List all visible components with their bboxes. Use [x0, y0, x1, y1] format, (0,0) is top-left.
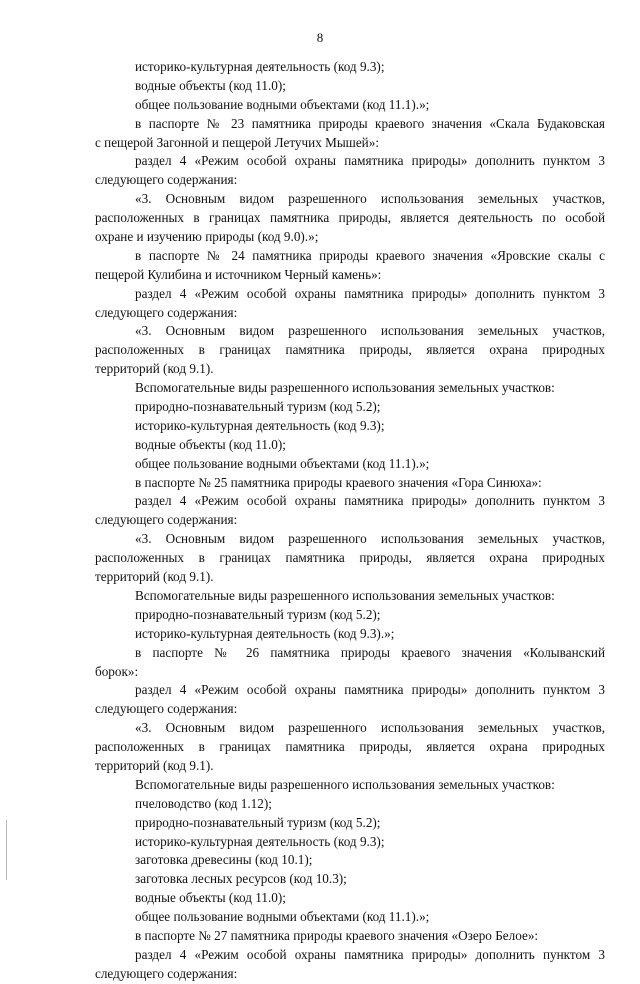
text-line: территорий (код 9.1). — [95, 569, 214, 585]
text-line: историко-культурная деятельность (код 9.3); — [135, 59, 385, 74]
text-line: борок»: — [95, 663, 139, 679]
text-line: территорий (код 9.1). — [95, 361, 214, 377]
text-line: раздел 4 «Режим особой охраны памятника природы» дополнить пунктом 3 — [135, 153, 605, 169]
text-line: водные объекты (код 11.0); — [135, 890, 286, 906]
text-line: в паспорте № 25 памятника природы краевого значения «Гора Синюха»: — [135, 474, 542, 490]
text-line: пещерой Кулибина и источником Черный камень»: — [95, 266, 382, 282]
text-line: историко-культурная деятельность (код 9.3); — [135, 833, 385, 849]
text-line: с пещерой Загонной и пещерой Летучих Мышей»: — [95, 134, 380, 150]
text-line: раздел 4 «Режим особой охраны памятника природы» дополнить пунктом 3 — [135, 493, 605, 509]
text-line: историко-культурная деятельность (код 9.3).»; — [135, 625, 395, 641]
text-line: следующего содержания: — [95, 965, 238, 981]
text-line: следующего содержания: — [95, 512, 238, 528]
text-line: природно-познавательный туризм (код 5.2); — [135, 399, 381, 415]
text-line: водные объекты (код 11.0); — [135, 436, 286, 452]
text-line: расположенных в границах памятника природы, является охрана природных — [95, 342, 605, 358]
margin-scan-mark — [6, 820, 7, 880]
text-line: раздел 4 «Режим особой охраны памятника природы» дополнить пунктом 3 — [135, 285, 605, 301]
text-line: «3. Основным видом разрешенного использования земельных участков, — [135, 720, 605, 736]
text-line: «3. Основным видом разрешенного использования земельных участков, — [135, 323, 605, 339]
text-line: расположенных в границах памятника природы, является деятельность по особой — [95, 210, 605, 226]
text-line: расположенных в границах памятника природы, является охрана природных — [95, 739, 605, 755]
text-line: следующего содержания: — [95, 172, 238, 188]
text-line: общее пользование водными объектами (код 11.1).»; — [135, 96, 430, 112]
text-line: в паспорте № 24 памятника природы краевого значения «Яровские скалы с — [135, 247, 605, 263]
text-line: природно-познавательный туризм (код 5.2); — [135, 814, 381, 830]
text-line: в паспорте № 27 памятника природы краевого значения «Озеро Белое»: — [135, 927, 539, 943]
text-line: «3. Основным видом разрешенного использования земельных участков, — [135, 191, 605, 207]
text-line: историко-культурная деятельность (код 9.3); — [135, 417, 385, 433]
text-line: следующего содержания: — [95, 701, 238, 717]
text-line: следующего содержания: — [95, 304, 238, 320]
text-line: охране и изучению природы (код 9.0).»; — [95, 229, 319, 245]
text-line: раздел 4 «Режим особой охраны памятника природы» дополнить пунктом 3 — [135, 682, 605, 698]
text-line: «3. Основным видом разрешенного использования земельных участков, — [135, 531, 605, 547]
text-line: природно-познавательный туризм (код 5.2); — [135, 606, 381, 622]
text-line: заготовка лесных ресурсов (код 10.3); — [135, 871, 347, 887]
page-number: 8 — [316, 30, 324, 45]
text-line: заготовка древесины (код 10.1); — [135, 852, 313, 868]
text-line: общее пользование водными объектами (код 11.1).»; — [135, 909, 430, 925]
text-line: расположенных в границах памятника природы, является охрана природных — [95, 550, 605, 566]
text-line: водные объекты (код 11.0); — [135, 77, 286, 93]
text-line: Вспомогательные виды разрешенного использования земельных участков: — [135, 380, 555, 396]
text-line: раздел 4 «Режим особой охраны памятника природы» дополнить пунктом 3 — [135, 946, 605, 962]
text-line: территорий (код 9.1). — [95, 757, 214, 773]
text-line: в паспорте № 26 памятника природы краевого значения «Колыванский — [135, 644, 605, 660]
text-line: пчеловодство (код 1.12); — [135, 795, 272, 811]
text-line: общее пользование водными объектами (код 11.1).»; — [135, 455, 430, 471]
document-body — [95, 58, 605, 984]
text-line: в паспорте № 23 памятника природы краевого значения «Скала Будаковская — [135, 115, 605, 131]
text-line: Вспомогательные виды разрешенного использования земельных участков: — [135, 776, 555, 792]
text-line: Вспомогательные виды разрешенного использования земельных участков: — [135, 587, 555, 603]
